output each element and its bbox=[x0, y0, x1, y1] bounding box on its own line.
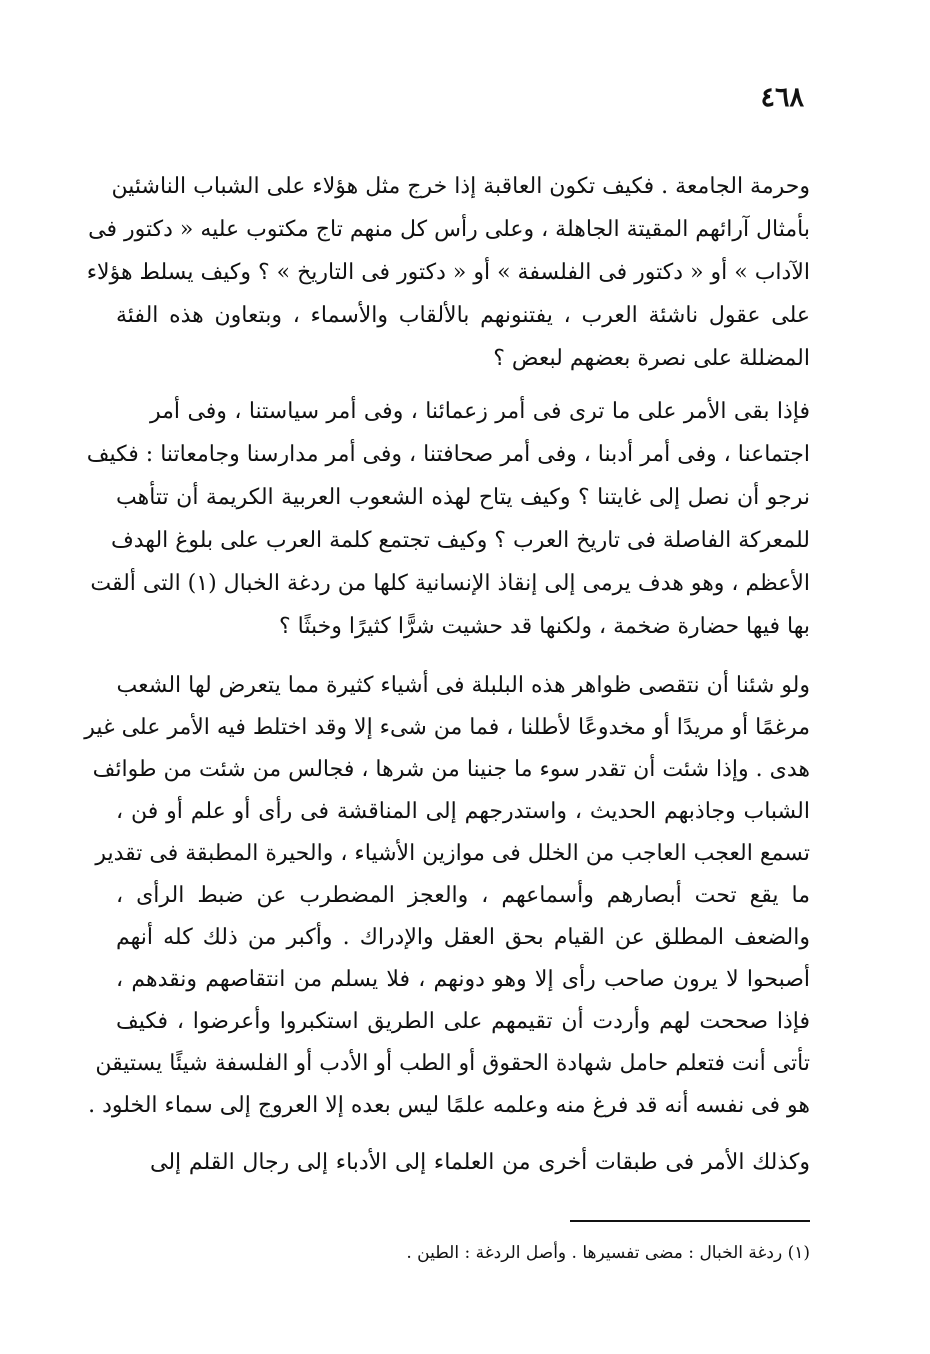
footnote-divider bbox=[570, 1220, 810, 1222]
page-number: ٤٦٨ bbox=[760, 82, 804, 113]
text-line: بأمثال آرائهم المقيتة الجاهلة ، وعلى رأس كل منهم تاج مكتوب عليه « دكتور فى bbox=[88, 217, 810, 242]
text-line: وحرمة الجامعة . فكيف تكون العاقبة إذا خرج مثل هؤلاء على الشباب الناشئين bbox=[111, 174, 810, 199]
text-line: والضعف المطلق عن القيام بحق العقل والإدراك . وأكبر من ذلك كله أنهم bbox=[116, 925, 810, 950]
text-line: المضللة على نصرة بعضهم لبعض ؟ bbox=[493, 346, 810, 371]
text-line: أصبحوا لا يرون صاحب رأى إلا وهو دونهم ، فلا يسلم من انتقاصهم ونقدهم ، bbox=[116, 967, 810, 992]
text-line: الشباب وجاذبهم الحديث ، واستدرجهم إلى المناقشة فى رأى أو علم أو فن ، bbox=[116, 799, 810, 824]
text-line: اجتماعنا ، وفى أمر أدبنا ، وفى أمر صحافتنا ، وفى أمر مدارسنا وجامعاتنا : فكيف bbox=[86, 442, 810, 467]
footnote: (١) ردغة الخبال : مضى تفسيرها . وأصل الردغة : الطين . bbox=[406, 1243, 810, 1263]
text-line: الأعظم ، وهو هدف يرمى إلى إنقاذ الإنسانية كلها من ردغة الخبال (١) التى ألقت bbox=[90, 571, 810, 596]
text-line: مرغمًا أو مريدًا أو مخدوعًا لأطلنا ، فما من شىء إلا وقد اختلط فيه الأمر على غير bbox=[84, 715, 810, 740]
text-line: هدى . وإذا شئت أن تقدر سوء ما جنينا من شرها ، فجالس من شئت من طوائف bbox=[92, 757, 810, 782]
text-line: ولو شئنا أن نتقصى ظواهر هذه البلبلة فى أشياء كثيرة مما يتعرض لها الشعب bbox=[116, 673, 810, 698]
text-line: هو فى نفسه أنه قد فرغ منه وعلمه علمًا ليس بعده إلا العروج إلى سماء الخلود . bbox=[88, 1093, 810, 1118]
text-line: للمعركة الفاصلة فى تاريخ العرب ؟ وكيف تجتمع كلمة العرب على بلوغ الهدف bbox=[110, 528, 810, 553]
text-line: نرجو أن نصل إلى غايتنا ؟ وكيف يتاح لهذه الشعوب العربية الكريمة أن تتأهب bbox=[116, 485, 810, 510]
text-line: فإذا بقى الأمر على ما ترى فى أمر زعمائنا ، وفى أمر سياستنا ، وفى أمر bbox=[150, 399, 810, 424]
text-line: وكذلك الأمر فى طبقات أخرى من العلماء إلى الأدباء إلى رجال القلم إلى bbox=[150, 1150, 810, 1175]
text-line: تأتى أنت فتعلم حامل شهادة الحقوق أو الطب أو الأدب أو الفلسفة شيئًا يستيقن bbox=[95, 1051, 810, 1076]
text-line: تسمع العجب العاجب من الخلل فى موازين الأشياء ، والحيرة المطبقة فى تقدير bbox=[95, 841, 810, 866]
text-line: فإذا صححت لهم وأردت أن تقيمهم على الطريق استكبروا وأعرضوا ، فكيف bbox=[116, 1009, 810, 1034]
text-line: ما يقع تحت أبصارهم وأسماعهم ، والعجز المضطرب عن ضبط الرأى ، bbox=[116, 883, 810, 908]
text-line: بها فيها حضارة ضخمة ، ولكنها قد حشيت شرًّا كثيرًا وخبثًا ؟ bbox=[279, 614, 810, 639]
text-line: الآداب » أو « دكتور فى الفلسفة » أو « دكتور فى التاريخ » ؟ وكيف يسلط هؤلاء bbox=[86, 260, 810, 285]
text-line: على عقول ناشئة العرب ، يفتنونهم بالألقاب والأسماء ، وبتعاون هذه الفئة bbox=[116, 303, 810, 328]
